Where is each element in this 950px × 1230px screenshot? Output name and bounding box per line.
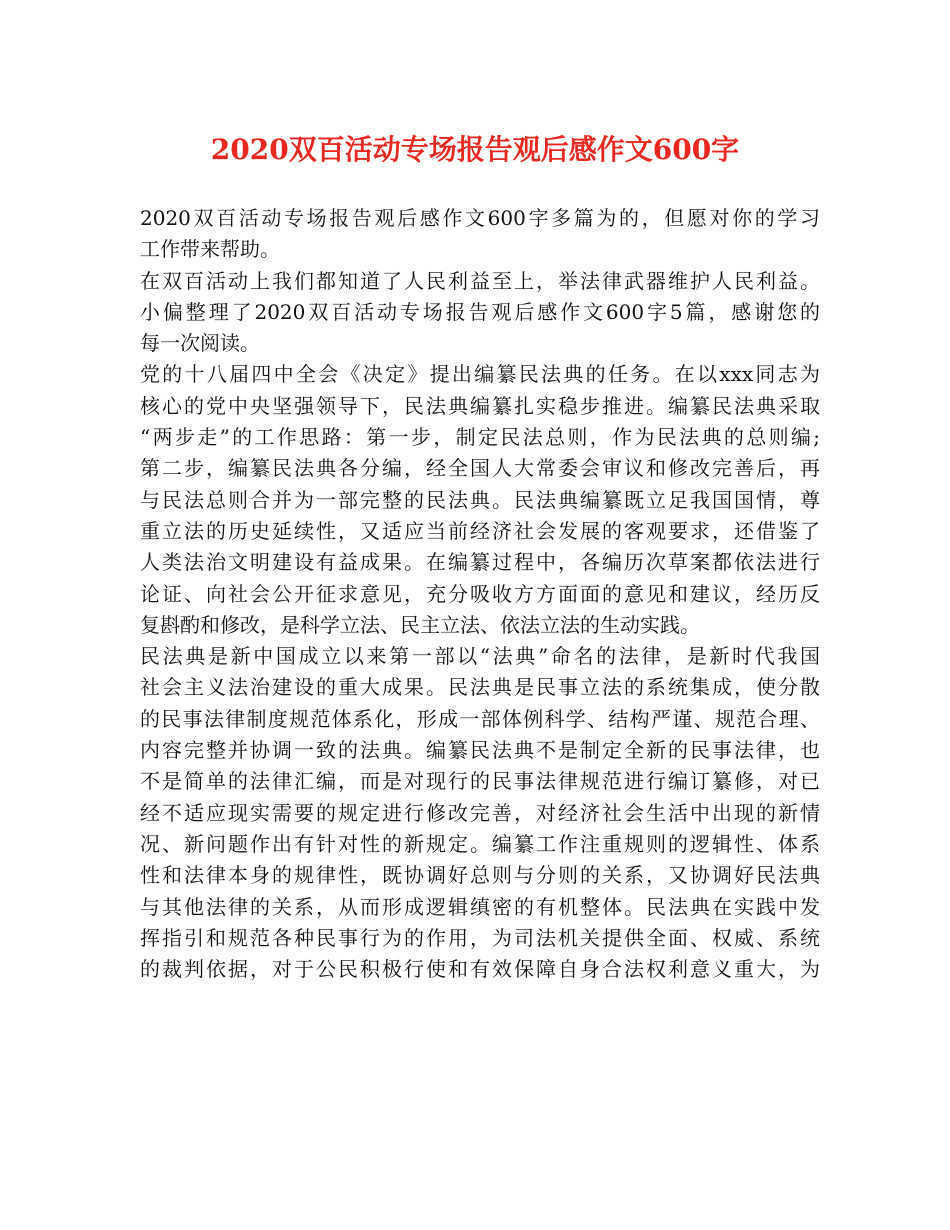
text-line: 人类法治文明建设有益成果。在编纂过程中，各编历次草案都依法进行 bbox=[140, 550, 820, 575]
text-line: 重立法的历史延续性，又适应当前经济社会发展的客观要求，还借鉴了 bbox=[140, 518, 820, 543]
text-line: 与民法总则合并为一部完整的民法典。民法典编纂既立足我国国情，尊 bbox=[140, 487, 820, 512]
text-line: 党的十八届四中全会《决定》提出编纂民法典的任务。在以xxx同志为 bbox=[140, 362, 820, 387]
text-line: 在双百活动上我们都知道了人民利益至上，举法律武器维护人民利益。 bbox=[140, 268, 820, 293]
text-line: 内容完整并协调一致的法典。编纂民法典不是制定全新的民事法律，也 bbox=[140, 738, 820, 763]
text-line: 性和法律本身的规律性，既协调好总则与分则的关系，又协调好民法典 bbox=[140, 863, 820, 888]
text-line: 第二步，编纂民法典各分编，经全国人大常委会审议和修改完善后，再 bbox=[140, 456, 820, 481]
text-line: 的裁判依据，对于公民积极行使和有效保障自身合法权利意义重大，为 bbox=[140, 957, 820, 982]
text-line: 与其他法律的关系，从而形成逻辑缜密的有机整体。民法典在实践中发 bbox=[140, 894, 820, 919]
text-line: 经不适应现实需要的规定进行修改完善，对经济社会生活中出现的新情 bbox=[140, 800, 820, 825]
text-line: 不是简单的法律汇编，而是对现行的民事法律规范进行编订纂修，对已 bbox=[140, 769, 820, 794]
text-line: 复斟酌和修改，是科学立法、民主立法、依法立法的生动实践。 bbox=[140, 612, 700, 637]
document-body bbox=[140, 203, 820, 985]
text-line: 论证、向社会公开征求意见，充分吸收方方面面的意见和建议，经历反 bbox=[140, 581, 820, 606]
text-line: 况、新问题作出有针对性的新规定。编纂工作注重规则的逻辑性、体系 bbox=[140, 831, 820, 856]
text-line: 的民事法律制度规范体系化，形成一部体例科学、结构严谨、规范合理、 bbox=[140, 706, 820, 731]
text-line: 工作带来帮助。 bbox=[140, 237, 280, 262]
document-title: 2020双百活动专场报告观后感作文600字 bbox=[210, 133, 740, 166]
text-line: 每一次阅读。 bbox=[140, 331, 260, 356]
text-line: 2020双百活动专场报告观后感作文600字多篇为的，但愿对你的学习 bbox=[140, 206, 820, 230]
text-line: “两步走”的工作思路：第一步，制定民法总则，作为民法典的总则编; bbox=[140, 425, 820, 450]
text-line: 核心的党中央坚强领导下，民法典编纂扎实稳步推进。编纂民法典采取 bbox=[140, 393, 820, 418]
text-line: 小偏整理了2020双百活动专场报告观后感作文600字5篇，感谢您的 bbox=[140, 299, 820, 324]
text-line: 民法典是新中国成立以来第一部以“法典”命名的法律，是新时代我国 bbox=[140, 644, 820, 669]
text-line: 社会主义法治建设的重大成果。民法典是民事立法的系统集成，使分散 bbox=[140, 675, 820, 700]
text-line: 挥指引和规范各种民事行为的作用，为司法机关提供全面、权威、系统 bbox=[140, 925, 820, 950]
